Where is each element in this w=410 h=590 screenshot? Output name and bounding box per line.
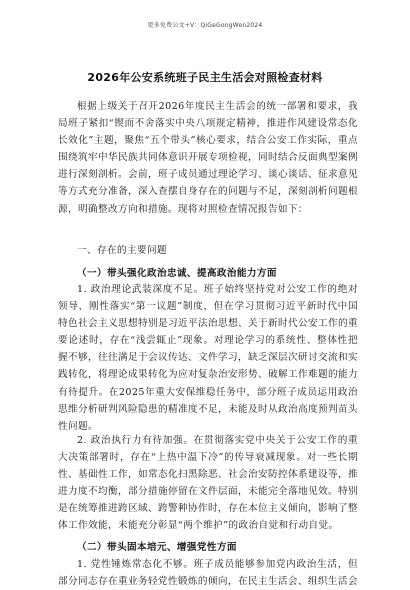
section-heading-problems: 一、存在的主要问题: [77, 245, 167, 256]
paragraph-party-spirit: 1. 党性锤炼常态化不够。班子成员能够参加党内政治生活，但部分同志存在重业务轻党性锻炼的倾向，在民主生活会、组织生活会: [58, 559, 358, 588]
paragraph-political-execution: 2. 政治执行力有待加强。在贯彻落实党中央关于公安工作的重大决策部署时，存在“上热中温下冷”的传导衰减现象。对一些长期性、基础性工作，如常态化扫黑除恶、社会治安防控体系建设等，推进力度不均衡，部分措施停留在文件层面，未能完全落地见效。特别是在统筹推进跨区域、跨警种协作时，存在本位主义倾向，影响了整体工作效能，未能充分彰显“两个维护”的政治自觉和行动自觉。: [58, 435, 358, 532]
intro-paragraph: 根据上级关于召开2026年度民主生活会的统一部署和要求，我局班子紧扣“锲而不舍落实中央八项规定精神，推进作风建设常态化长效化”主题，聚焦“五个带头”核心要求，结合公安工作实际，重点围绕筑牢中华民族共同体意识开展专项检视，同时结合反面典型案例进行深刻剖析。会前，班子成员通过理论学习、谈心谈话、征求意见等方式充分准备，深入查摆自身存在的问题与不足，深刻剖析问题根源，明确整改方向和措施。现将对照检查情况报告如下：: [58, 101, 358, 215]
header-note: 更多免费公文+V：QiGeGongWen2024: [147, 22, 263, 29]
document-title: 2026年公安系统班子民主生活会对照检查材料: [87, 71, 323, 84]
subsection-heading-political-loyalty: （一）带头强化政治忠诚、提高政治能力方面: [77, 268, 277, 279]
paragraph-theory-study: 1. 政治理论武装深度不足。班子始终坚持党对公安工作的绝对领导，刚性落实“第一议题”制度，但在学习贯彻习近平新时代中国特色社会主义思想特别是习近平法治思想、关于新时代公安工作的重要论述时，存在“浅尝辄止”现象。对理论学习的系统性、整体性把握不够，往往满足于会议传达、文件学习，缺乏深层次研讨交流和实践转化，将理论成果转化为应对复杂治安形势、破解工作难题的能力有待提升。在2025年重大安保维稳任务中，部分班子成员运用政治思维分析研判风险隐患的精准度不足，未能及时从政治高度预判苗头性问题。: [58, 284, 358, 432]
subsection-heading-party-spirit: （二）带头固本培元、增强党性方面: [77, 542, 237, 553]
